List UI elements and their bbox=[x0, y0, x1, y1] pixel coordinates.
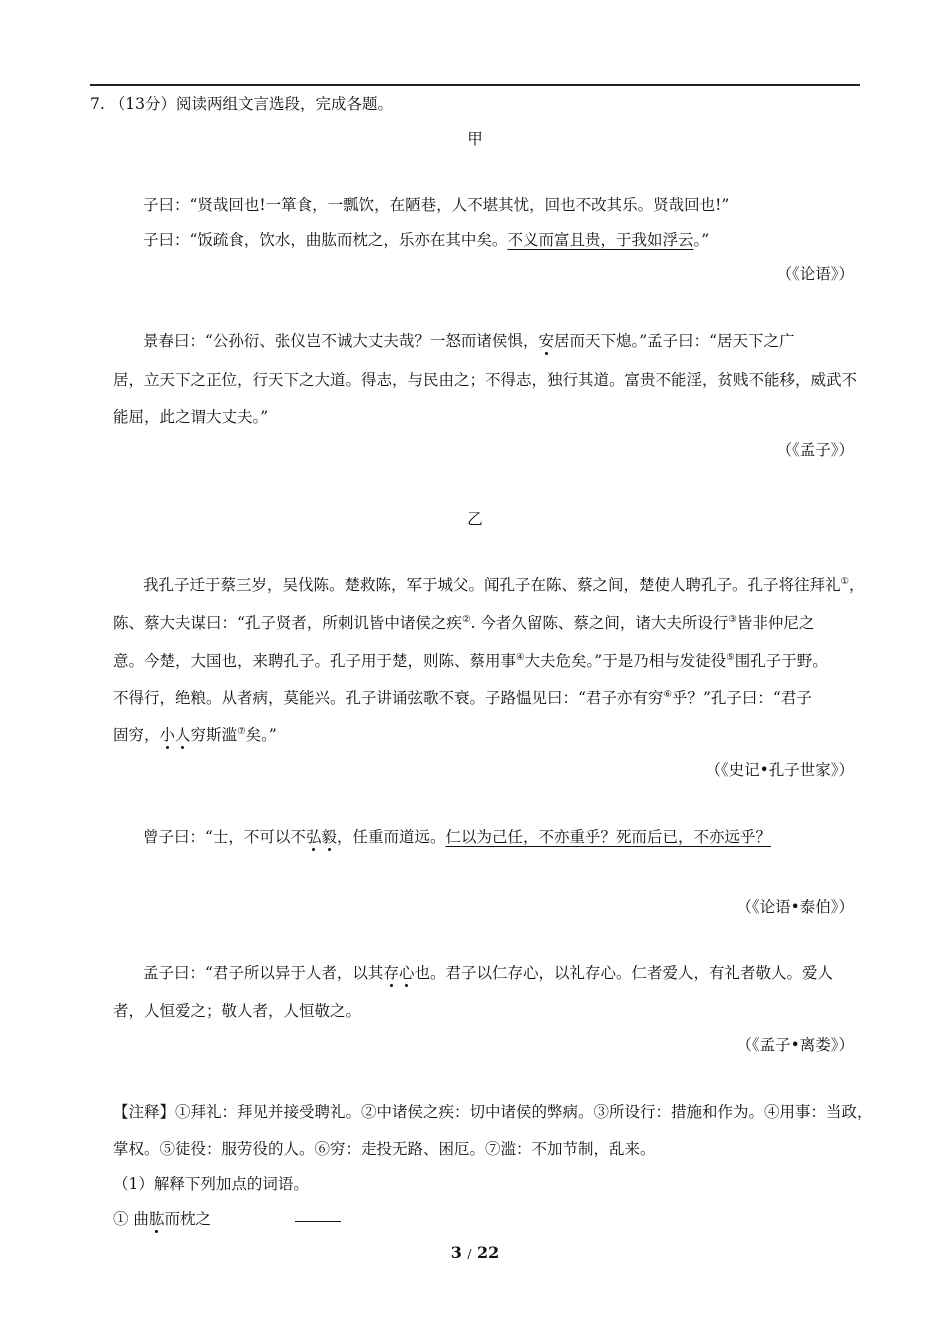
question-header: 7. （13分）阅读两组文言选段，完成各题。 bbox=[90, 95, 393, 113]
underlined-sentence: 仁以为己任，不亦重乎？死而后已，不亦远乎？ bbox=[445, 828, 771, 846]
notes-line1: 【注释】①拜礼：拜见并接受聘礼。②中诸侯之疾：切中诸侯的弊病。③所设行：措施和作为。④用事：当政， bbox=[113, 1103, 873, 1121]
group-b-p1-line5: 固穷，小人穷斯滥⑦矣。” bbox=[113, 725, 277, 744]
dotted-char: 弘 bbox=[305, 828, 322, 846]
group-b-title: 乙 bbox=[467, 510, 483, 528]
group-a-title: 甲 bbox=[467, 130, 483, 148]
group-b-p3-line1: 孟子曰：“君子所以异于人者，以其存心也。君子以仁存心，以礼存心。仁者爱人，有礼者敬人。爱人 bbox=[143, 964, 833, 982]
header-rule bbox=[90, 84, 860, 86]
underlined-sentence: 不义而富且贵，于我如浮云 bbox=[507, 231, 694, 249]
group-b-p1-line4: 不得行，绝粮。从者病，莫能兴。孔子讲诵弦歌不衰。子路愠见曰：“君子亦有穷⑥乎？”孔子曰：“君子 bbox=[113, 688, 812, 707]
dotted-char: 存 bbox=[383, 964, 399, 982]
dotted-char: 肱 bbox=[148, 1210, 165, 1228]
group-b-p2-source: （《论语•泰伯》） bbox=[736, 898, 854, 916]
sub-question-item1: ① 曲肱而枕之 bbox=[113, 1208, 341, 1230]
group-a-p2-line2: 居，立天下之正位，行天下之大道。得志，与民由之；不得志，独行其道。富贵不能淫，贫贱不能移，威武不 bbox=[113, 371, 858, 389]
page-number: 3 / 22 bbox=[450, 1243, 500, 1262]
group-a-p2-line3: 能屈，此之谓大丈夫。” bbox=[113, 408, 269, 426]
group-b-p1-line3: 意。今楚，大国也，来聘孔子。孔子用于楚，则陈、蔡用事④大夫危矣。”于是乃相与发徒役⑤围孔子于野。 bbox=[113, 651, 828, 670]
group-b-p2-line1: 曾子曰：“士，不可以不弘毅，任重而道远。仁以为己任，不亦重乎？死而后已，不亦远乎？ bbox=[143, 828, 771, 846]
sub-question-prompt: （1）解释下列加点的词语。 bbox=[113, 1175, 309, 1193]
group-b-p1-line2: 陈、蔡大夫谋曰：“孔子贤者，所刺讥皆中诸侯之疾②. 今者久留陈、蔡之间，诸大夫所设行③皆非仲尼之 bbox=[113, 613, 815, 632]
dotted-char: 心 bbox=[398, 964, 415, 982]
dotted-char: 小 bbox=[159, 726, 176, 744]
group-b-p1-line1: 我孔子迁于蔡三岁，吴伐陈。楚救陈，军于城父。闻孔子在陈、蔡之间，楚使人聘孔子。孔子将往拜礼①， bbox=[143, 575, 865, 594]
group-b-p1-source: （《史记•孔子世家》） bbox=[705, 761, 854, 779]
dotted-char: 毅 bbox=[321, 828, 337, 846]
group-a-p1-source: （《论语》） bbox=[776, 265, 854, 283]
notes-line2: 掌权。⑤徒役：服劳役的人。⑥穷：走投无路、困厄。⑦滥：不加节制，乱来。 bbox=[113, 1140, 656, 1158]
answer-blank[interactable] bbox=[295, 1221, 341, 1222]
dotted-char: 人 bbox=[175, 726, 191, 744]
group-a-p2-line1: 景春曰：“公孙衍、张仪岂不诚大丈夫哉？一怒而诸侯惧，安居而天下熄。”孟子曰：“居天下之广 bbox=[143, 332, 795, 350]
group-a-p1-line1: 子曰：“贤哉回也!一箪食，一瓢饮，在陋巷，人不堪其忧，回也不改其乐。贤哉回也!” bbox=[143, 196, 730, 214]
group-b-p3-source: （《孟子•离娄》） bbox=[736, 1036, 854, 1054]
group-b-p3-line2: 者，人恒爱之；敬人者，人恒敬之。 bbox=[113, 1002, 362, 1020]
group-a-p1-line2: 子曰：“饭疏食，饮水，曲肱而枕之，乐亦在其中矣。不义而富且贵，于我如浮云。” bbox=[143, 231, 710, 249]
dotted-char: 安 bbox=[538, 332, 554, 350]
group-a-p2-source: （《孟子》） bbox=[776, 441, 854, 459]
